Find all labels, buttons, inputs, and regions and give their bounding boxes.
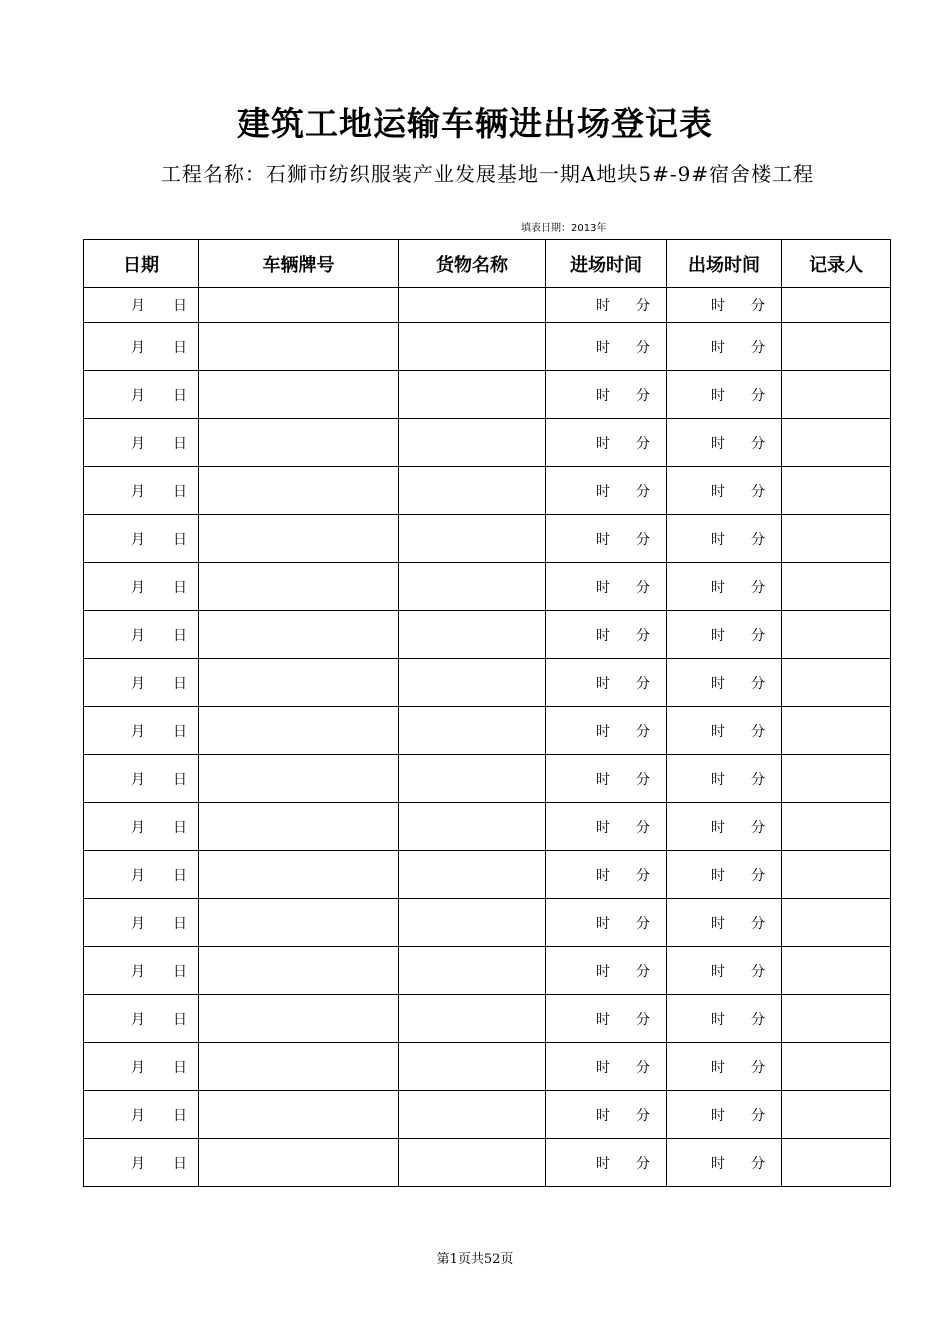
date-cell-unit-a: 月 bbox=[131, 1011, 145, 1028]
entry-time-cell-unit-a: 时 bbox=[596, 915, 610, 932]
date-cell-unit-a: 月 bbox=[131, 1107, 145, 1124]
date-cell[interactable] bbox=[84, 563, 199, 611]
recorder-cell[interactable] bbox=[782, 1091, 891, 1139]
exit-time-cell-unit-a: 时 bbox=[711, 531, 725, 548]
table-row bbox=[84, 1139, 891, 1187]
exit-time-cell[interactable] bbox=[667, 707, 782, 755]
date-cell-unit-a: 月 bbox=[131, 298, 145, 314]
exit-time-cell-unit-b: 分 bbox=[751, 339, 765, 356]
entry-time-cell[interactable] bbox=[546, 1043, 667, 1091]
page-footer: 第1页共52页 bbox=[436, 1252, 514, 1267]
entry-time-cell-unit-a: 时 bbox=[596, 1011, 610, 1028]
recorder-cell[interactable] bbox=[782, 899, 891, 947]
entry-time-cell-unit-a: 时 bbox=[596, 867, 610, 884]
exit-time-cell-unit-a: 时 bbox=[711, 483, 725, 500]
date-cell[interactable] bbox=[84, 803, 199, 851]
table-row bbox=[84, 1091, 891, 1139]
recorder-cell[interactable] bbox=[782, 611, 891, 659]
vehicle-log-table bbox=[83, 239, 891, 1187]
entry-time-cell-unit-b: 分 bbox=[636, 867, 650, 884]
recorder-cell[interactable] bbox=[782, 563, 891, 611]
entry-time-cell-unit-a: 时 bbox=[596, 963, 610, 980]
entry-time-cell-unit-b: 分 bbox=[636, 387, 650, 404]
entry-time-cell-unit-a: 时 bbox=[596, 1155, 610, 1172]
plate-cell[interactable] bbox=[199, 755, 399, 803]
exit-time-cell[interactable] bbox=[667, 1091, 782, 1139]
exit-time-cell[interactable] bbox=[667, 563, 782, 611]
date-cell-unit-a: 月 bbox=[131, 435, 145, 452]
cargo-cell[interactable] bbox=[399, 899, 546, 947]
date-cell-unit-b: 日 bbox=[173, 1107, 187, 1124]
plate-cell[interactable] bbox=[199, 1139, 399, 1187]
table-row bbox=[84, 707, 891, 755]
plate-cell[interactable] bbox=[199, 371, 399, 419]
plate-cell[interactable] bbox=[199, 707, 399, 755]
date-cell[interactable] bbox=[84, 1043, 199, 1091]
entry-time-cell-unit-a: 时 bbox=[596, 531, 610, 548]
exit-time-cell[interactable] bbox=[667, 995, 782, 1043]
entry-time-cell-unit-b: 分 bbox=[636, 531, 650, 548]
header-recorder: 记录人 bbox=[782, 240, 891, 288]
exit-time-cell[interactable] bbox=[667, 755, 782, 803]
exit-time-cell-unit-a: 时 bbox=[711, 298, 725, 314]
entry-time-cell-unit-a: 时 bbox=[596, 627, 610, 644]
cargo-cell[interactable] bbox=[399, 755, 546, 803]
date-cell[interactable] bbox=[84, 1091, 199, 1139]
entry-time-cell-unit-a: 时 bbox=[596, 483, 610, 500]
page-title: 建筑工地运输车辆进出场登记表 bbox=[237, 104, 713, 143]
entry-time-cell[interactable] bbox=[546, 851, 667, 899]
plate-cell[interactable] bbox=[199, 1091, 399, 1139]
entry-time-cell[interactable] bbox=[546, 611, 667, 659]
table-header-row bbox=[84, 240, 891, 288]
plate-cell[interactable] bbox=[199, 288, 399, 323]
cargo-cell[interactable] bbox=[399, 323, 546, 371]
exit-time-cell-unit-a: 时 bbox=[711, 771, 725, 788]
header-cargo: 货物名称 bbox=[399, 240, 546, 288]
entry-time-cell[interactable] bbox=[546, 995, 667, 1043]
exit-time-cell-unit-b: 分 bbox=[751, 483, 765, 500]
plate-cell[interactable] bbox=[199, 467, 399, 515]
entry-time-cell[interactable] bbox=[546, 707, 667, 755]
entry-time-cell-unit-a: 时 bbox=[596, 579, 610, 596]
recorder-cell[interactable] bbox=[782, 707, 891, 755]
entry-time-cell-unit-b: 分 bbox=[636, 963, 650, 980]
cargo-cell[interactable] bbox=[399, 1043, 546, 1091]
entry-time-cell[interactable] bbox=[546, 419, 667, 467]
date-cell[interactable] bbox=[84, 899, 199, 947]
entry-time-cell[interactable] bbox=[546, 803, 667, 851]
exit-time-cell-unit-a: 时 bbox=[711, 1059, 725, 1076]
date-cell-unit-b: 日 bbox=[173, 675, 187, 692]
date-cell-unit-a: 月 bbox=[131, 675, 145, 692]
table-body bbox=[84, 288, 891, 1187]
exit-time-cell[interactable] bbox=[667, 1043, 782, 1091]
entry-time-cell-unit-b: 分 bbox=[636, 1011, 650, 1028]
entry-time-cell[interactable] bbox=[546, 755, 667, 803]
exit-time-cell-unit-a: 时 bbox=[711, 339, 725, 356]
entry-time-cell-unit-b: 分 bbox=[636, 298, 650, 314]
exit-time-cell-unit-a: 时 bbox=[711, 1011, 725, 1028]
table-row bbox=[84, 563, 891, 611]
exit-time-cell-unit-b: 分 bbox=[751, 1011, 765, 1028]
entry-time-cell-unit-a: 时 bbox=[596, 1059, 610, 1076]
entry-time-cell[interactable] bbox=[546, 659, 667, 707]
date-cell-unit-a: 月 bbox=[131, 771, 145, 788]
date-cell-unit-a: 月 bbox=[131, 483, 145, 500]
plate-cell[interactable] bbox=[199, 851, 399, 899]
header-exit-time: 出场时间 bbox=[667, 240, 782, 288]
exit-time-cell-unit-b: 分 bbox=[751, 675, 765, 692]
date-cell[interactable] bbox=[84, 515, 199, 563]
table-row bbox=[84, 1043, 891, 1091]
entry-time-cell-unit-b: 分 bbox=[636, 915, 650, 932]
header-entry-time: 进场时间 bbox=[546, 240, 667, 288]
date-cell-unit-a: 月 bbox=[131, 723, 145, 740]
cargo-cell[interactable] bbox=[399, 659, 546, 707]
entry-time-cell[interactable] bbox=[546, 323, 667, 371]
exit-time-cell-unit-b: 分 bbox=[751, 771, 765, 788]
date-cell-unit-a: 月 bbox=[131, 963, 145, 980]
exit-time-cell[interactable] bbox=[667, 467, 782, 515]
date-cell[interactable] bbox=[84, 755, 199, 803]
exit-time-cell[interactable] bbox=[667, 371, 782, 419]
entry-time-cell[interactable] bbox=[546, 467, 667, 515]
plate-cell[interactable] bbox=[199, 659, 399, 707]
date-cell-unit-b: 日 bbox=[173, 531, 187, 548]
exit-time-cell-unit-a: 时 bbox=[711, 627, 725, 644]
entry-time-cell-unit-b: 分 bbox=[636, 819, 650, 836]
date-cell-unit-b: 日 bbox=[173, 627, 187, 644]
cargo-cell[interactable] bbox=[399, 515, 546, 563]
entry-time-cell-unit-b: 分 bbox=[636, 723, 650, 740]
entry-time-cell-unit-b: 分 bbox=[636, 1155, 650, 1172]
date-cell-unit-a: 月 bbox=[131, 867, 145, 884]
entry-time-cell-unit-a: 时 bbox=[596, 819, 610, 836]
cargo-cell[interactable] bbox=[399, 288, 546, 323]
exit-time-cell-unit-b: 分 bbox=[751, 387, 765, 404]
date-cell-unit-a: 月 bbox=[131, 579, 145, 596]
date-cell[interactable] bbox=[84, 611, 199, 659]
cargo-cell[interactable] bbox=[399, 467, 546, 515]
exit-time-cell-unit-b: 分 bbox=[751, 915, 765, 932]
entry-time-cell-unit-b: 分 bbox=[636, 339, 650, 356]
exit-time-cell[interactable] bbox=[667, 515, 782, 563]
plate-cell[interactable] bbox=[199, 803, 399, 851]
plate-cell[interactable] bbox=[199, 563, 399, 611]
plate-cell[interactable] bbox=[199, 995, 399, 1043]
entry-time-cell-unit-b: 分 bbox=[636, 483, 650, 500]
date-cell[interactable] bbox=[84, 995, 199, 1043]
plate-cell[interactable] bbox=[199, 515, 399, 563]
exit-time-cell-unit-b: 分 bbox=[751, 627, 765, 644]
recorder-cell[interactable] bbox=[782, 1043, 891, 1091]
recorder-cell[interactable] bbox=[782, 371, 891, 419]
exit-time-cell[interactable] bbox=[667, 659, 782, 707]
date-cell-unit-a: 月 bbox=[131, 819, 145, 836]
exit-time-cell-unit-b: 分 bbox=[751, 819, 765, 836]
date-cell[interactable] bbox=[84, 288, 199, 323]
exit-time-cell-unit-a: 时 bbox=[711, 1155, 725, 1172]
header-date: 日期 bbox=[84, 240, 199, 288]
cargo-cell[interactable] bbox=[399, 851, 546, 899]
date-cell-unit-a: 月 bbox=[131, 339, 145, 356]
exit-time-cell[interactable] bbox=[667, 611, 782, 659]
entry-time-cell-unit-a: 时 bbox=[596, 435, 610, 452]
exit-time-cell[interactable] bbox=[667, 851, 782, 899]
project-name: 工程名称：石狮市纺织服装产业发展基地一期A地块5#-9#宿舍楼工程 bbox=[160, 162, 815, 186]
date-cell-unit-b: 日 bbox=[173, 483, 187, 500]
date-cell-unit-a: 月 bbox=[131, 1059, 145, 1076]
exit-time-cell-unit-a: 时 bbox=[711, 435, 725, 452]
exit-time-cell-unit-a: 时 bbox=[711, 963, 725, 980]
exit-time-cell[interactable] bbox=[667, 899, 782, 947]
date-cell-unit-b: 日 bbox=[173, 435, 187, 452]
cargo-cell[interactable] bbox=[399, 1139, 546, 1187]
exit-time-cell-unit-b: 分 bbox=[751, 867, 765, 884]
table-row bbox=[84, 419, 891, 467]
entry-time-cell[interactable] bbox=[546, 371, 667, 419]
entry-time-cell-unit-b: 分 bbox=[636, 627, 650, 644]
date-cell-unit-a: 月 bbox=[131, 915, 145, 932]
table-row bbox=[84, 899, 891, 947]
table-row bbox=[84, 851, 891, 899]
table-row bbox=[84, 323, 891, 371]
exit-time-cell-unit-a: 时 bbox=[711, 1107, 725, 1124]
cargo-cell[interactable] bbox=[399, 947, 546, 995]
entry-time-cell[interactable] bbox=[546, 515, 667, 563]
date-cell-unit-a: 月 bbox=[131, 387, 145, 404]
recorder-cell[interactable] bbox=[782, 515, 891, 563]
table-row bbox=[84, 371, 891, 419]
exit-time-cell-unit-a: 时 bbox=[711, 387, 725, 404]
date-cell[interactable] bbox=[84, 707, 199, 755]
date-cell-unit-a: 月 bbox=[131, 1155, 145, 1172]
exit-time-cell[interactable] bbox=[667, 947, 782, 995]
table-row bbox=[84, 467, 891, 515]
entry-time-cell-unit-a: 时 bbox=[596, 298, 610, 314]
date-cell-unit-b: 日 bbox=[173, 298, 187, 314]
date-cell[interactable] bbox=[84, 947, 199, 995]
exit-time-cell[interactable] bbox=[667, 288, 782, 323]
entry-time-cell-unit-b: 分 bbox=[636, 579, 650, 596]
entry-time-cell-unit-a: 时 bbox=[596, 387, 610, 404]
date-cell[interactable] bbox=[84, 419, 199, 467]
exit-time-cell-unit-b: 分 bbox=[751, 1059, 765, 1076]
entry-time-cell[interactable] bbox=[546, 288, 667, 323]
entry-time-cell-unit-a: 时 bbox=[596, 723, 610, 740]
table-row bbox=[84, 611, 891, 659]
recorder-cell[interactable] bbox=[782, 419, 891, 467]
table-row bbox=[84, 995, 891, 1043]
date-cell[interactable] bbox=[84, 1139, 199, 1187]
table-row bbox=[84, 515, 891, 563]
recorder-cell[interactable] bbox=[782, 467, 891, 515]
date-cell-unit-b: 日 bbox=[173, 867, 187, 884]
exit-time-cell-unit-b: 分 bbox=[751, 531, 765, 548]
date-cell-unit-b: 日 bbox=[173, 963, 187, 980]
table-row bbox=[84, 288, 891, 323]
exit-time-cell-unit-b: 分 bbox=[751, 723, 765, 740]
date-cell[interactable] bbox=[84, 851, 199, 899]
recorder-cell[interactable] bbox=[782, 659, 891, 707]
cargo-cell[interactable] bbox=[399, 611, 546, 659]
exit-time-cell-unit-a: 时 bbox=[711, 579, 725, 596]
exit-time-cell-unit-a: 时 bbox=[711, 819, 725, 836]
entry-time-cell[interactable] bbox=[546, 1139, 667, 1187]
table-row bbox=[84, 947, 891, 995]
plate-cell[interactable] bbox=[199, 419, 399, 467]
entry-time-cell-unit-b: 分 bbox=[636, 1107, 650, 1124]
entry-time-cell-unit-b: 分 bbox=[636, 435, 650, 452]
cargo-cell[interactable] bbox=[399, 803, 546, 851]
recorder-cell[interactable] bbox=[782, 1139, 891, 1187]
header-plate: 车辆牌号 bbox=[199, 240, 399, 288]
exit-time-cell[interactable] bbox=[667, 419, 782, 467]
recorder-cell[interactable] bbox=[782, 947, 891, 995]
exit-time-cell-unit-a: 时 bbox=[711, 867, 725, 884]
plate-cell[interactable] bbox=[199, 323, 399, 371]
date-cell-unit-b: 日 bbox=[173, 1011, 187, 1028]
date-cell-unit-a: 月 bbox=[131, 531, 145, 548]
entry-time-cell[interactable] bbox=[546, 947, 667, 995]
date-cell[interactable] bbox=[84, 371, 199, 419]
table-row bbox=[84, 659, 891, 707]
recorder-cell[interactable] bbox=[782, 755, 891, 803]
exit-time-cell-unit-b: 分 bbox=[751, 1107, 765, 1124]
date-cell-unit-b: 日 bbox=[173, 915, 187, 932]
recorder-cell[interactable] bbox=[782, 851, 891, 899]
date-cell-unit-b: 日 bbox=[173, 1059, 187, 1076]
plate-cell[interactable] bbox=[199, 1043, 399, 1091]
cargo-cell[interactable] bbox=[399, 707, 546, 755]
cargo-cell[interactable] bbox=[399, 371, 546, 419]
exit-time-cell-unit-a: 时 bbox=[711, 915, 725, 932]
recorder-cell[interactable] bbox=[782, 995, 891, 1043]
cargo-cell[interactable] bbox=[399, 563, 546, 611]
exit-time-cell-unit-b: 分 bbox=[751, 579, 765, 596]
exit-time-cell[interactable] bbox=[667, 803, 782, 851]
exit-time-cell-unit-a: 时 bbox=[711, 675, 725, 692]
table-row bbox=[84, 803, 891, 851]
exit-time-cell-unit-b: 分 bbox=[751, 435, 765, 452]
date-cell-unit-b: 日 bbox=[173, 723, 187, 740]
cargo-cell[interactable] bbox=[399, 1091, 546, 1139]
recorder-cell[interactable] bbox=[782, 323, 891, 371]
entry-time-cell[interactable] bbox=[546, 563, 667, 611]
exit-time-cell-unit-b: 分 bbox=[751, 1155, 765, 1172]
date-cell-unit-a: 月 bbox=[131, 627, 145, 644]
date-cell[interactable] bbox=[84, 323, 199, 371]
exit-time-cell-unit-b: 分 bbox=[751, 963, 765, 980]
recorder-cell[interactable] bbox=[782, 288, 891, 323]
table-row bbox=[84, 755, 891, 803]
date-cell-unit-b: 日 bbox=[173, 339, 187, 356]
plate-cell[interactable] bbox=[199, 947, 399, 995]
cargo-cell[interactable] bbox=[399, 995, 546, 1043]
entry-time-cell-unit-a: 时 bbox=[596, 1107, 610, 1124]
entry-time-cell-unit-a: 时 bbox=[596, 771, 610, 788]
exit-time-cell-unit-a: 时 bbox=[711, 723, 725, 740]
date-cell-unit-b: 日 bbox=[173, 771, 187, 788]
recorder-cell[interactable] bbox=[782, 803, 891, 851]
entry-time-cell[interactable] bbox=[546, 1091, 667, 1139]
plate-cell[interactable] bbox=[199, 899, 399, 947]
entry-time-cell-unit-b: 分 bbox=[636, 1059, 650, 1076]
date-cell[interactable] bbox=[84, 467, 199, 515]
date-cell-unit-b: 日 bbox=[173, 387, 187, 404]
exit-time-cell[interactable] bbox=[667, 1139, 782, 1187]
plate-cell[interactable] bbox=[199, 611, 399, 659]
date-cell[interactable] bbox=[84, 659, 199, 707]
date-cell-unit-b: 日 bbox=[173, 1155, 187, 1172]
entry-time-cell-unit-b: 分 bbox=[636, 675, 650, 692]
date-cell-unit-b: 日 bbox=[173, 819, 187, 836]
cargo-cell[interactable] bbox=[399, 419, 546, 467]
entry-time-cell-unit-a: 时 bbox=[596, 339, 610, 356]
entry-time-cell-unit-b: 分 bbox=[636, 771, 650, 788]
entry-time-cell[interactable] bbox=[546, 899, 667, 947]
fill-date: 填表日期：2013年 bbox=[521, 223, 607, 234]
entry-time-cell-unit-a: 时 bbox=[596, 675, 610, 692]
exit-time-cell[interactable] bbox=[667, 323, 782, 371]
exit-time-cell-unit-b: 分 bbox=[751, 298, 765, 314]
date-cell-unit-b: 日 bbox=[173, 579, 187, 596]
